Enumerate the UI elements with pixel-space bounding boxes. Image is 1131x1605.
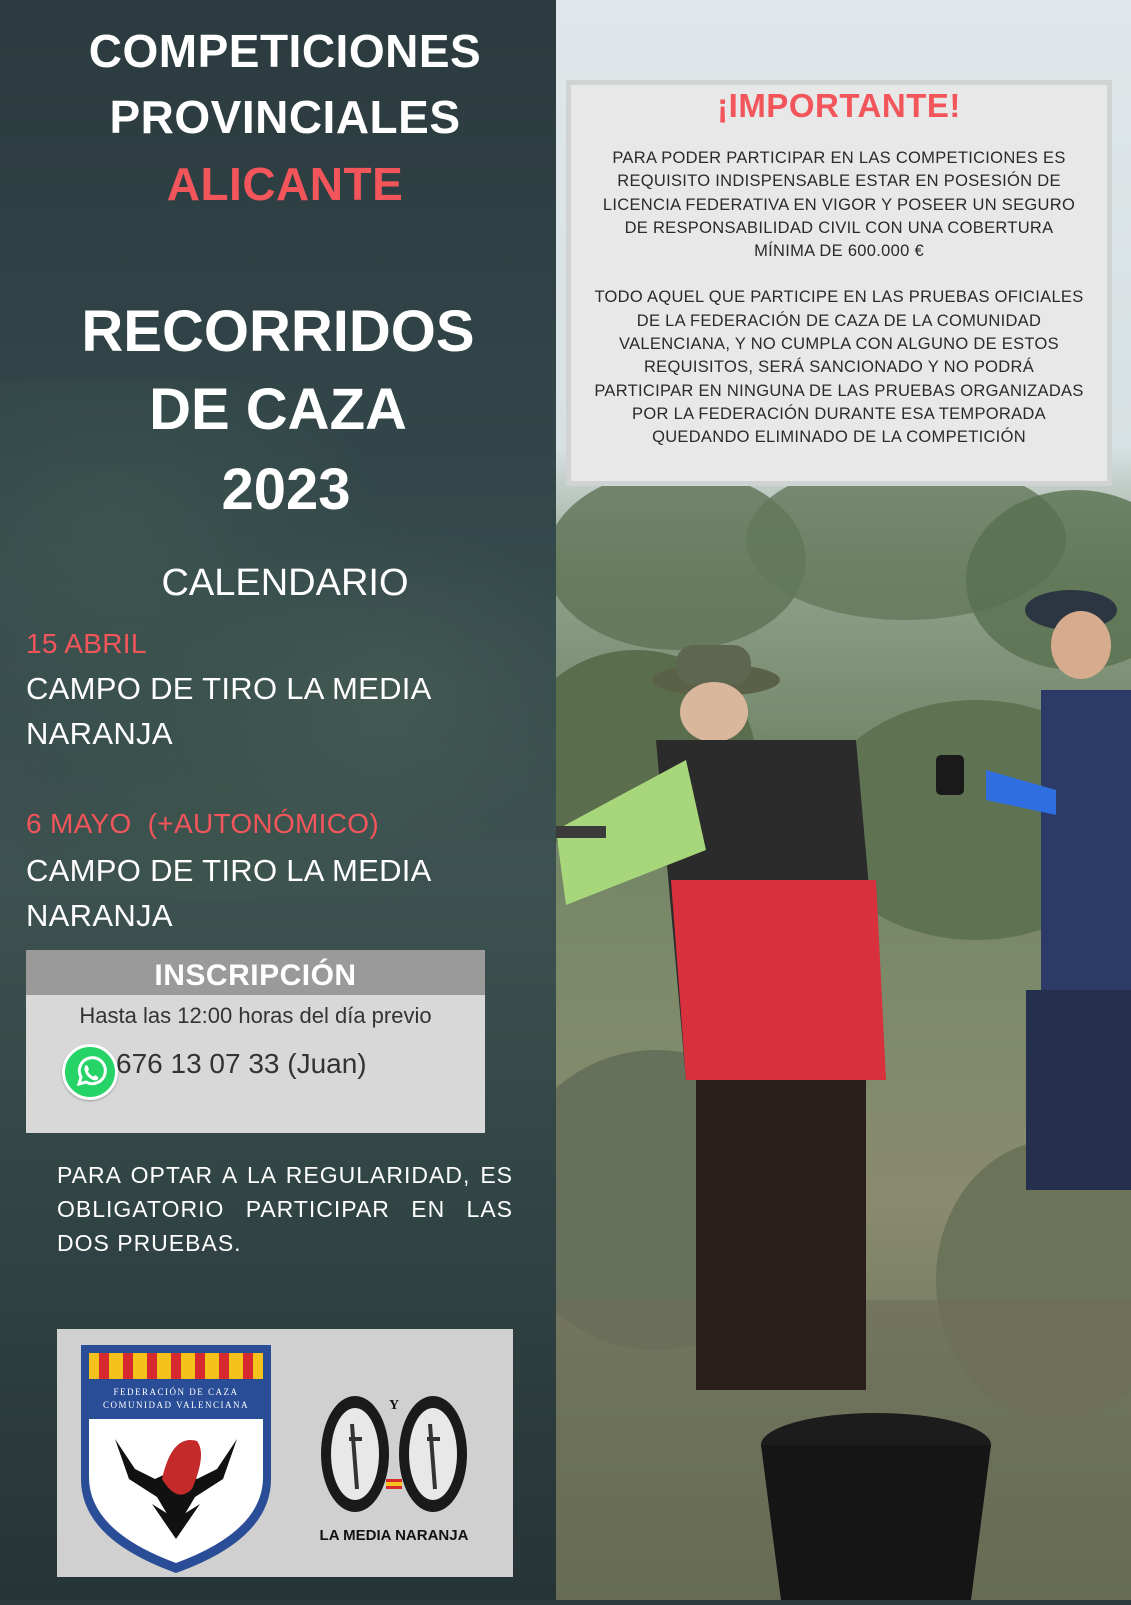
important-paragraph-1: PARA PODER PARTICIPAR EN LAS COMPETICIONES ES REQUISITO INDISPENSABLE ESTAR EN POSESIÓN DE LICENCIA FEDERATIVA EN VIGOR Y POSEER UN SEGURO DE RESPONSABILIDAD CIVIL CON UNA COBERTURA MÍNIMA DE 600.000 € (602, 149, 1076, 261)
inscription-deadline: Hasta las 12:00 horas del día previo (79, 1003, 432, 1028)
calendar-date-2: 6 MAYO (+AUTONÓMICO) (26, 808, 379, 839)
svg-text:Y: Y (388, 1398, 400, 1413)
title-provinciales: PROVINCIALES (109, 91, 461, 143)
event-title-line1: RECORRIDOS (81, 299, 475, 364)
title-competiciones: COMPETICIONES (88, 25, 482, 77)
federation-logo-text-1: FEDERACIÓN DE CAZA (113, 1387, 239, 1397)
inscription-title: INSCRIPCIÓN (26, 950, 485, 995)
important-paragraph-2: TODO AQUEL QUE PARTICIPE EN LAS PRUEBAS OFICIALES DE LA FEDERACIÓN DE CAZA DE LA COMUNIDAD VALENCIANA, Y NO CUMPLA CON ALGUNO DE ESTOS REQUISITOS, SERÁ SANCIONADO Y NO PODRÁ PARTICIPAR EN NINGUNA DE LAS PRUEBAS ORGANIZADAS POR LA FEDERACIÓN DURANTE ESA TEMPORADA QUEDANDO ELIMINADO DE LA COMPETICIÓN (594, 288, 1084, 447)
important-title: ¡IMPORTANTE! (717, 87, 961, 124)
club-logo (320, 1396, 469, 1544)
sponsor-logos (57, 1329, 513, 1577)
federation-logo-text-2: COMUNIDAD VALENCIANA (103, 1400, 249, 1410)
important-notice (566, 80, 1112, 486)
whatsapp-icon (62, 1044, 118, 1100)
inscription-phone[interactable]: 676 13 07 33 (Juan) (116, 1048, 367, 1079)
federation-logo (81, 1345, 271, 1573)
inscription-box (26, 950, 485, 1133)
calendar-venue-1: CAMPO DE TIRO LA MEDIA NARANJA (26, 671, 430, 751)
title-alicante: ALICANTE (166, 158, 404, 210)
logos-panel (57, 1329, 513, 1577)
calendar-title: CALENDARIO (161, 562, 409, 604)
event-title-line2: DE CAZA (149, 377, 407, 442)
calendar-date-1: 15 ABRIL (26, 628, 147, 659)
calendar-venue-2: CAMPO DE TIRO LA MEDIA NARANJA (26, 853, 430, 933)
event-year: 2023 (221, 457, 351, 522)
regularity-note: PARA OPTAR A LA REGULARIDAD, ES OBLIGATORIO PARTICIPAR EN LAS DOS PRUEBAS. (57, 1162, 513, 1256)
club-logo-name: LA MEDIA NARANJA (319, 1527, 469, 1544)
